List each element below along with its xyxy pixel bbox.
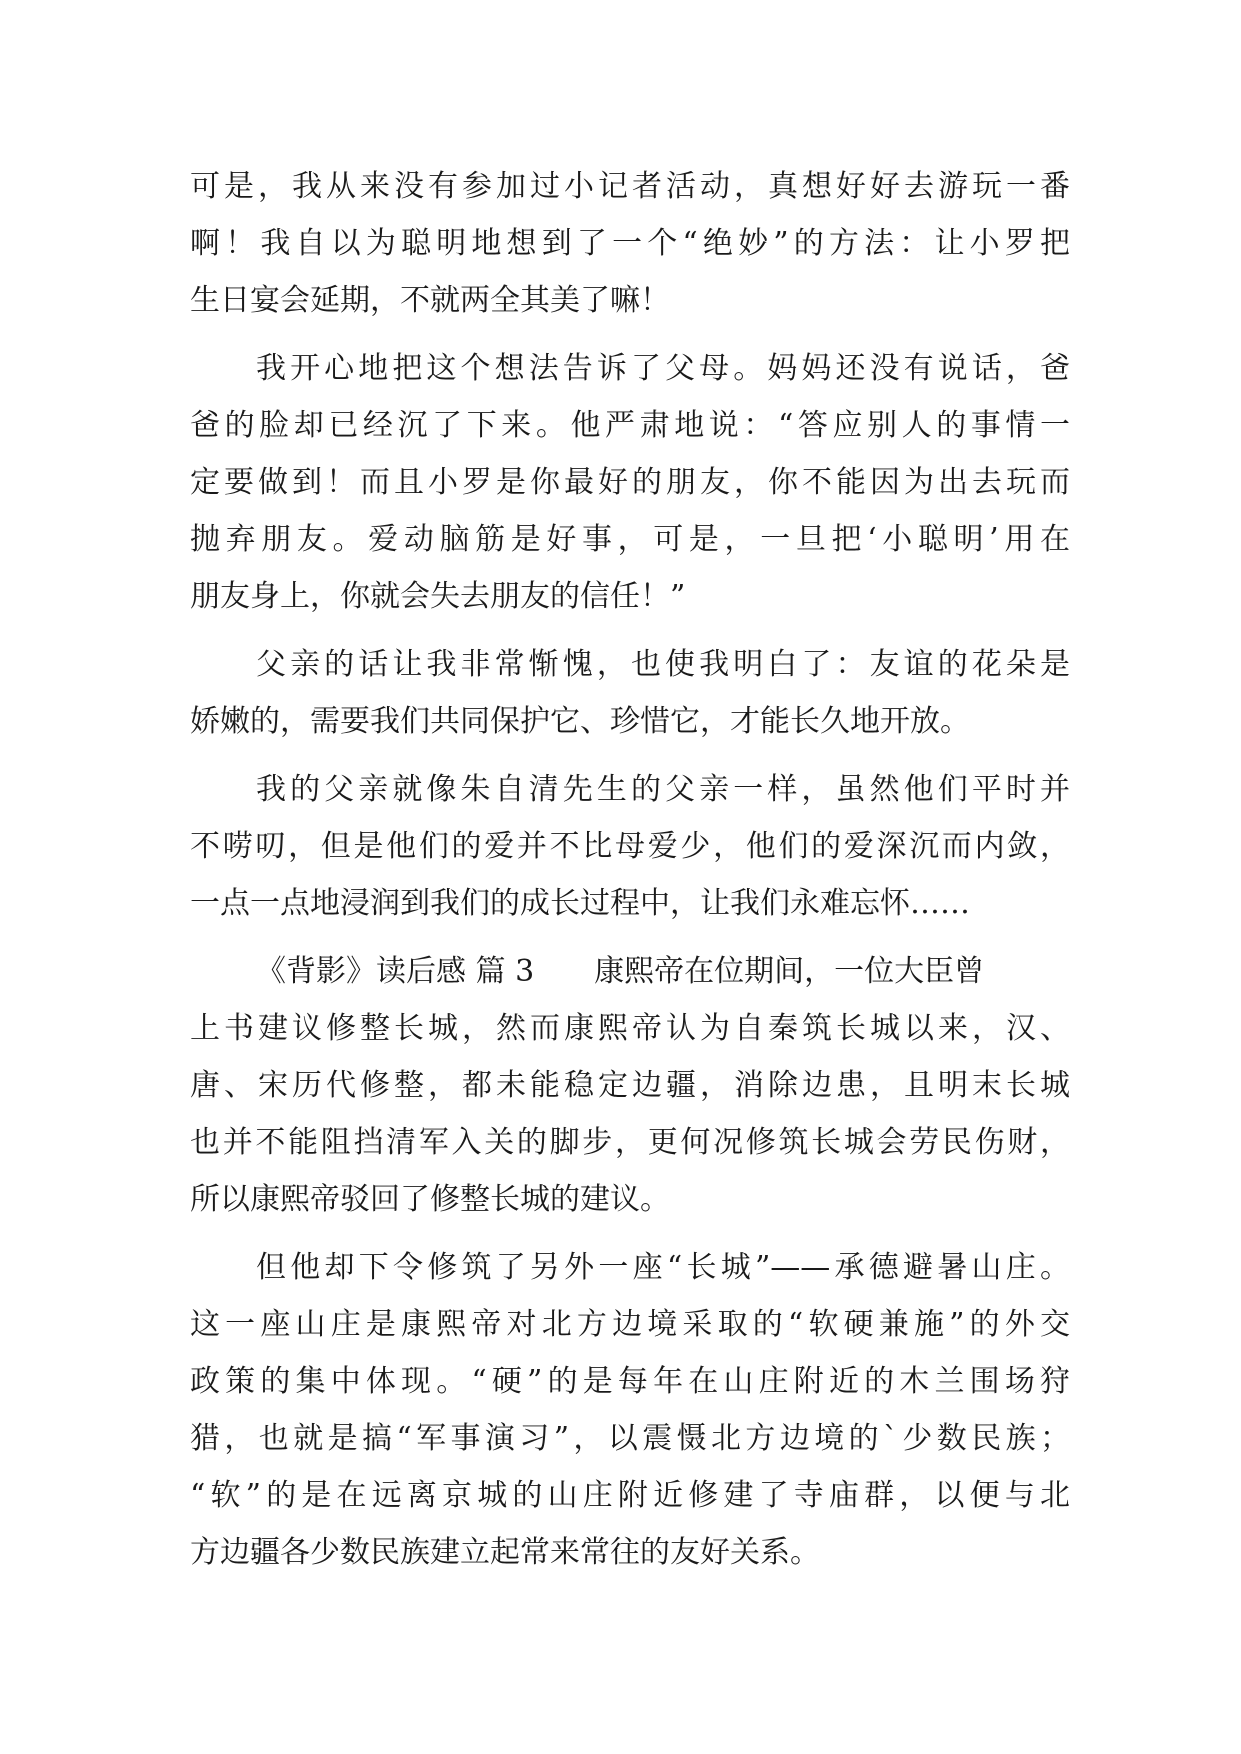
text-line: 生日宴会延期，不就两全其美了嘛！	[190, 283, 670, 318]
text-line: 但他却下令修筑了另外一座“长城”——承德避暑山庄。	[256, 1250, 1070, 1285]
text-line: 定要做到！而且小罗是你最好的朋友，你不能因为出去玩而	[190, 465, 1070, 500]
text-line: 唐、宋历代修整，都未能稳定边疆，消除边患，且明末长城	[190, 1068, 1070, 1103]
text-line: 方边疆各少数民族建立起常来常往的友好关系。	[190, 1535, 820, 1570]
text-line: 朋友身上，你就会失去朋友的信任！”	[190, 579, 686, 614]
text-line: 所以康熙帝驳回了修整长城的建议。	[190, 1182, 670, 1217]
heading-line	[190, 943, 1070, 1000]
text-line: 娇嫩的，需要我们共同保护它、珍惜它，才能长久地开放。	[190, 704, 970, 739]
text-line: 可是，我从来没有参加过小记者活动，真想好好去游玩一番	[190, 169, 1070, 204]
text-segment: 康熙帝在位期间，一位大臣曾	[594, 954, 985, 989]
document-body	[190, 158, 1070, 1581]
text-line: 一点一点地浸润到我们的成长过程中，让我们永难忘怀……	[190, 886, 970, 921]
text-line: 不唠叨，但是他们的爱并不比母爱少，他们的爱深沉而内敛，	[190, 829, 1070, 864]
text-line: 父亲的话让我非常惭愧，也使我明白了：友谊的花朵是	[256, 647, 1070, 682]
text-line: 爸的脸却已经沉了下来。他严肃地说：“答应别人的事情一	[190, 408, 1070, 443]
text-line: 啊！我自以为聪明地想到了一个“绝妙”的方法：让小罗把	[190, 226, 1070, 261]
text-line: 我开心地把这个想法告诉了父母。妈妈还没有说话，爸	[256, 351, 1070, 386]
text-line: “软”的是在远离京城的山庄附近修建了寺庙群，以便与北	[190, 1478, 1070, 1513]
text-line: 上书建议修整长城，然而康熙帝认为自秦筑长城以来，汉、	[190, 1011, 1070, 1046]
text-line: 猎，也就是搞“军事演习”，以震慑北方边境的`少数民族；	[190, 1421, 1070, 1456]
text-line: 我的父亲就像朱自清先生的父亲一样，虽然他们平时并	[256, 772, 1070, 807]
text-line: 政策的集中体现。“硬”的是每年在山庄附近的木兰围场狩	[190, 1364, 1070, 1399]
text-line: 这一座山庄是康熙帝对北方边境采取的“软硬兼施”的外交	[190, 1307, 1070, 1342]
section-heading: 《背影》读后感 篇 3	[256, 954, 535, 989]
text-line: 也并不能阻挡清军入关的脚步，更何况修筑长城会劳民伤财，	[190, 1125, 1070, 1160]
text-line: 抛弃朋友。爱动脑筋是好事，可是，一旦把‘小聪明’用在	[190, 522, 1070, 557]
